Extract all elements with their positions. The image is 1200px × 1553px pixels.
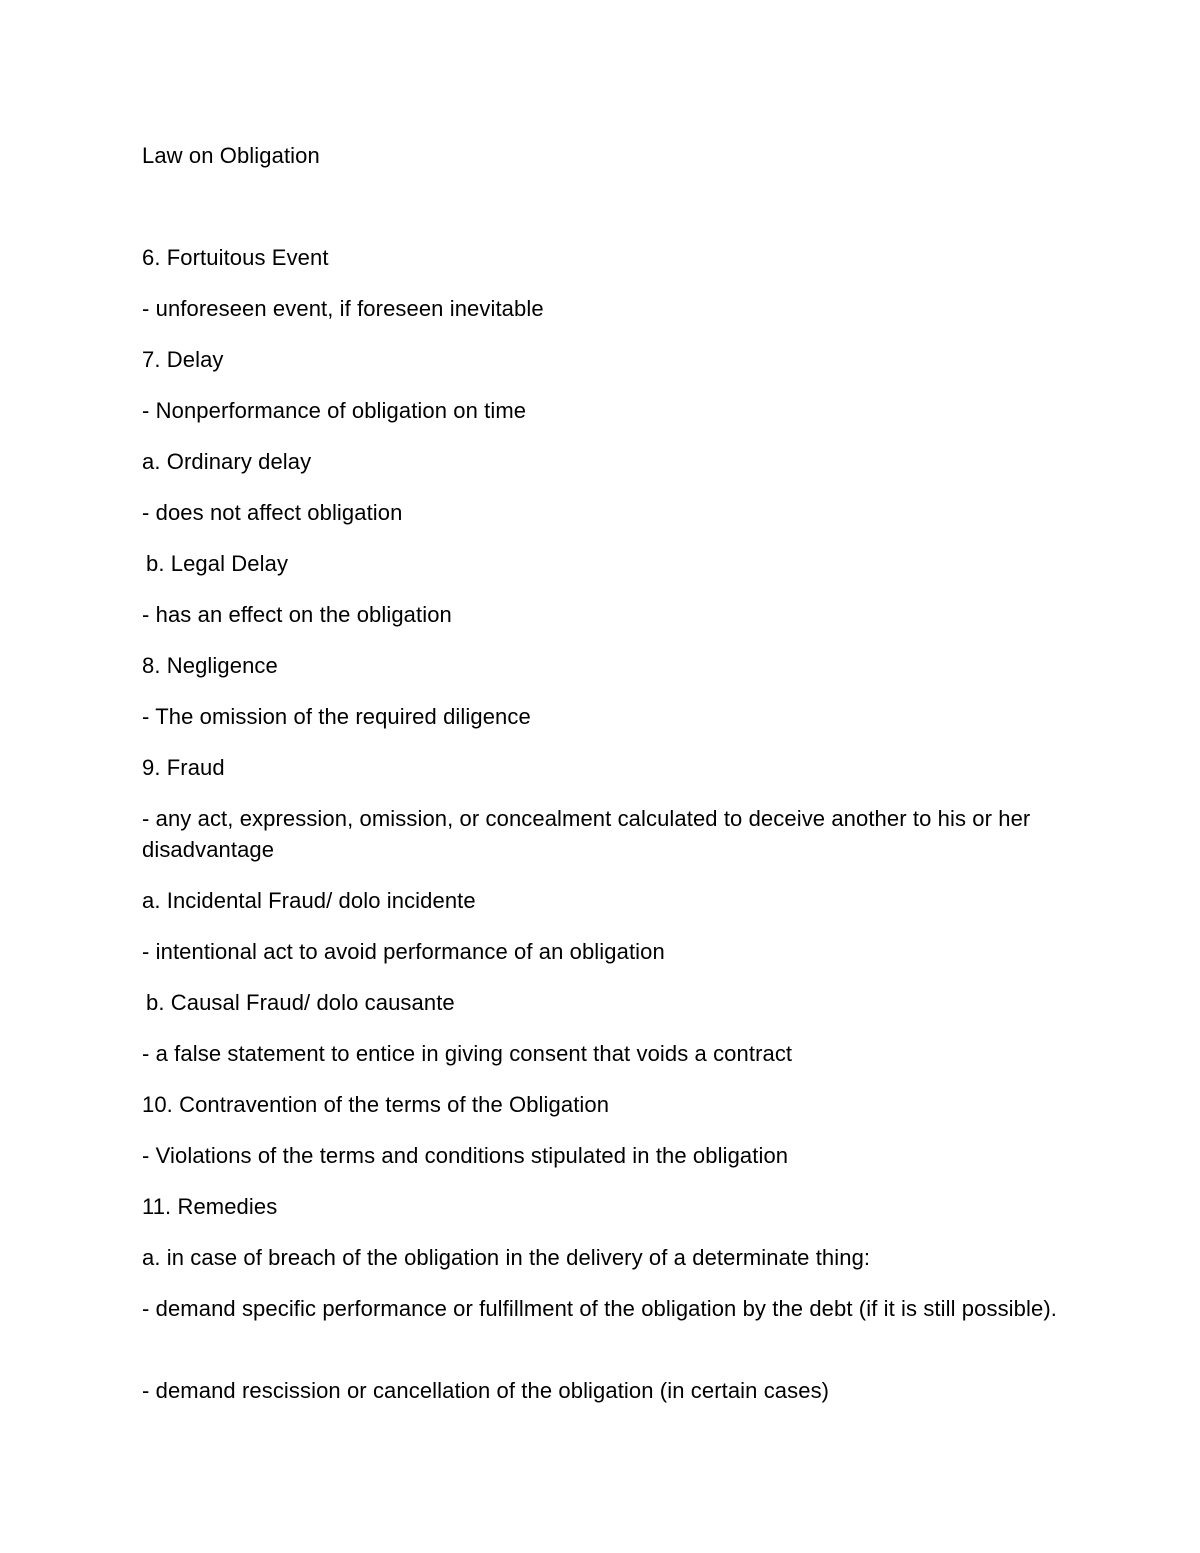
definition-causal-fraud: - a false statement to entice in giving consent that voids a contract xyxy=(142,1041,793,1066)
subheading-ordinary-delay: a. Ordinary delay xyxy=(142,449,312,474)
remedy-specific-performance: - demand specific performance or fulfillment of the obligation by the debt (if it is still possible). xyxy=(142,1296,1057,1321)
definition-fraud: - any act, expression, omission, or concealment calculated to deceive another to his or her disadvantage xyxy=(142,806,1031,862)
heading-negligence: 8. Negligence xyxy=(142,653,278,678)
subheading-legal-delay: b. Legal Delay xyxy=(146,551,289,576)
definition-delay: - Nonperformance of obligation on time xyxy=(142,398,527,423)
remedy-rescission: - demand rescission or cancellation of the obligation (in certain cases) xyxy=(142,1378,830,1403)
subheading-breach-determinate-thing: a. in case of breach of the obligation in the delivery of a determinate thing: xyxy=(142,1245,871,1270)
definition-legal-delay: - has an effect on the obligation xyxy=(142,602,452,627)
definition-fortuitous-event: - unforeseen event, if foreseen inevitable xyxy=(142,296,544,321)
document-title: Law on Obligation xyxy=(142,143,320,168)
heading-remedies: 11. Remedies xyxy=(142,1194,278,1219)
definition-negligence: - The omission of the required diligence xyxy=(142,704,531,729)
definition-contravention: - Violations of the terms and conditions stipulated in the obligation xyxy=(142,1143,789,1168)
heading-fraud: 9. Fraud xyxy=(142,755,225,780)
heading-fortuitous-event: 6. Fortuitous Event xyxy=(142,245,329,270)
heading-contravention: 10. Contravention of the terms of the Obligation xyxy=(142,1092,610,1117)
heading-delay: 7. Delay xyxy=(142,347,224,372)
definition-incidental-fraud: - intentional act to avoid performance of an obligation xyxy=(142,939,665,964)
definition-ordinary-delay: - does not affect obligation xyxy=(142,500,403,525)
subheading-causal-fraud: b. Causal Fraud/ dolo causante xyxy=(146,990,455,1015)
subheading-incidental-fraud: a. Incidental Fraud/ dolo incidente xyxy=(142,888,476,913)
